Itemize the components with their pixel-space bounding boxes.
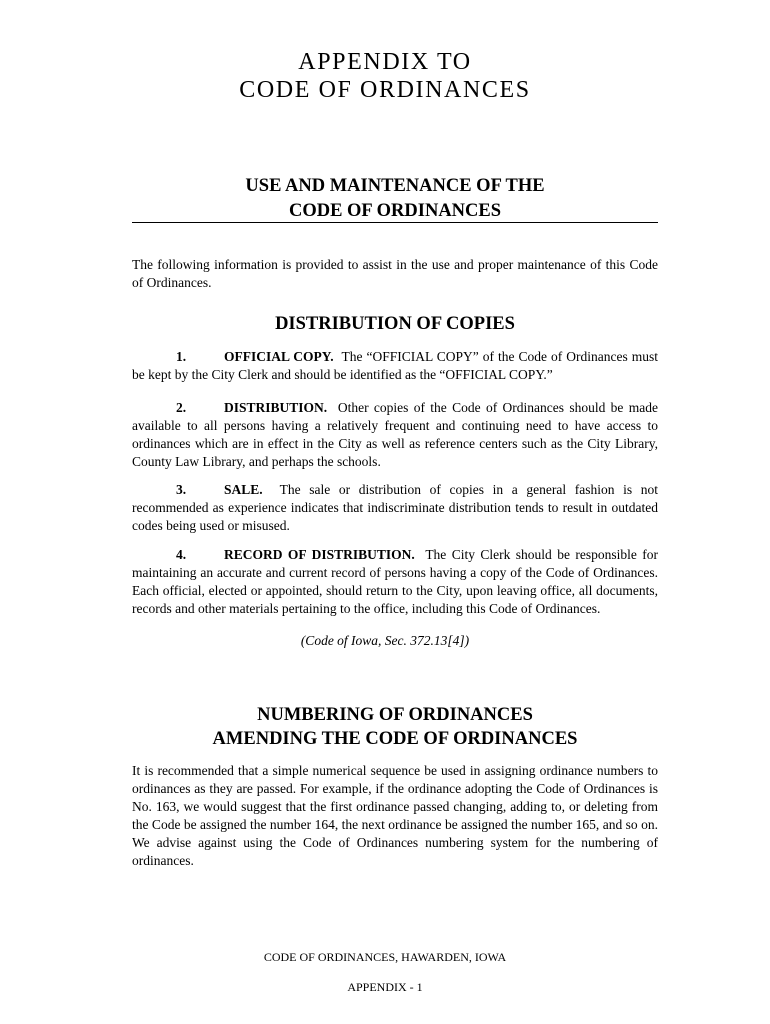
item-title: RECORD OF DISTRIBUTION. xyxy=(224,547,415,562)
section-heading-use-line2: CODE OF ORDINANCES xyxy=(288,201,502,221)
item-text: The sale or distribution of copies in a general fashion is not recommended as experience indicates that indiscriminate distribution tends to result in outdated codes being used or misused. xyxy=(132,482,658,533)
item-text: Other copies of the Code of Ordinances should be made available to all persons having a relatively frequent and continuing need to have access to ordinances which are in effect in the City as well as reference centers such as the City Library, County Law Library, and perhaps the schools. xyxy=(132,400,658,469)
footer-code-name: CODE OF ORDINANCES, HAWARDEN, IOWA xyxy=(263,950,507,964)
section-heading-numbering-line1: NUMBERING OF ORDINANCES xyxy=(257,705,533,725)
item-number: 4. xyxy=(176,547,187,562)
document-title-line1: APPENDIX TO xyxy=(298,49,472,75)
item-official-copy xyxy=(132,348,658,384)
item-number: 2. xyxy=(176,400,187,415)
item-text: The “OFFICIAL COPY” of the Code of Ordinances must be kept by the City Clerk and should be identified as the “OFFICIAL COPY.” xyxy=(132,349,659,382)
numbering-paragraph: It is recommended that a simple numerical sequence be used in assigning ordinance numbers to ordinances as they are passed. For example, if the ordinance adopting the Code of Ordinances is No. 163, we would suggest that the first ordinance passed changing, adding to, or deleting from the Code be assigned the number 164, the next ordinance be assigned the number 165, and so on. We advise against using the Code of Ordinances numbering system for the numbering of ordinances. xyxy=(132,763,658,868)
section-heading-distribution: DISTRIBUTION OF COPIES xyxy=(275,314,515,334)
item-title: OFFICIAL COPY. xyxy=(224,349,334,364)
heading-divider xyxy=(132,222,658,223)
document-title-line2: CODE OF ORDINANCES xyxy=(239,77,531,103)
item-title: DISTRIBUTION. xyxy=(224,400,328,415)
item-record-of-distribution xyxy=(132,546,658,618)
item-text: The City Clerk should be responsible for maintaining an accurate and current record of persons having a copy of the Code of Ordinances. Each official, elected or appointed, should return to the City, upon leaving office, all documents, records and other materials pertaining to the office, including this Code of Ordinances. xyxy=(132,547,658,616)
intro-paragraph: The following information is provided to assist in the use and proper maintenance of this Code of Ordinances. xyxy=(132,257,658,290)
item-title: SALE. xyxy=(224,482,263,497)
section-heading-use-line1: USE AND MAINTENANCE OF THE xyxy=(245,176,545,196)
item-number: 1. xyxy=(176,349,187,364)
section-heading-numbering-line2: AMENDING THE CODE OF ORDINANCES xyxy=(212,729,578,749)
item-number: 3. xyxy=(176,482,187,497)
item-sale xyxy=(132,481,658,535)
code-citation: (Code of Iowa, Sec. 372.13[4]) xyxy=(300,633,470,648)
footer-page-number: APPENDIX - 1 xyxy=(347,980,423,994)
item-distribution xyxy=(132,399,658,471)
